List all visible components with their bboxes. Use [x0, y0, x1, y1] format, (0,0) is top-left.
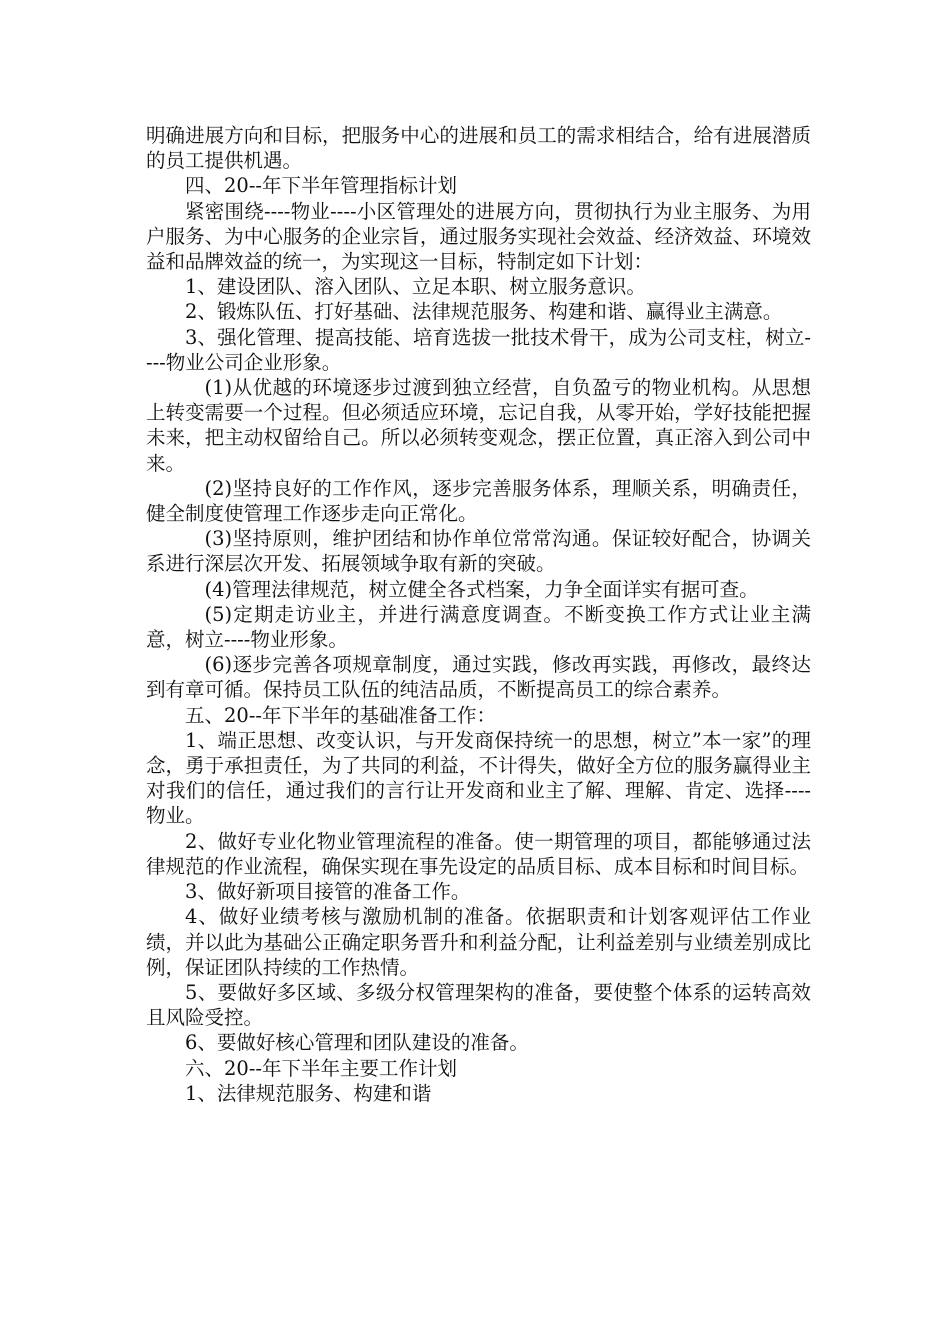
list-item: 3、做好新项目接管的准备工作。: [185, 880, 471, 904]
paragraph: 明确进展方向和目标，把服务中心的进展和员工的需求相结合，给有进展潜质的员工提供机遇。: [146, 124, 811, 173]
sub-list-item: (5)定期走访业主，并进行满意度调查。不断变换工作方式让业主满意，树立----物业形象。: [146, 602, 811, 652]
document-body: [146, 123, 811, 1106]
section-heading: 五、20--年下半年的基础准备工作：: [185, 703, 496, 727]
list-item: 3、强化管理、提高技能、培育选拔一批技术骨干，成为公司支柱，树立----物业公司企业形象。: [146, 325, 811, 374]
sub-list-item: (2)坚持良好的工作作风，逐步完善服务体系，理顺关系，明确责任，健全制度使管理工作逐步走向正常化。: [146, 476, 811, 526]
sub-list-item: (3)坚持原则，维护团结和协作单位常常沟通。保证较好配合，协调关系进行深层次开发、拓展领域争取有新的突破。: [146, 527, 811, 576]
section-heading: 四、20--年下半年管理指标计划: [185, 174, 457, 198]
list-item: 2、锻炼队伍、打好基础、法律规范服务、构建和谐、赢得业主满意。: [185, 300, 783, 324]
list-item: 1、建设团队、溶入团队、立足本职、树立服务意识。: [185, 275, 646, 299]
list-item: 2、做好专业化物业管理流程的准备。使一期管理的项目，都能够通过法律规范的作业流程，确保实现在事先设定的品质目标、成本目标和时间目标。: [146, 829, 811, 878]
section-heading: 六、20--年下半年主要工作计划: [185, 1056, 457, 1080]
list-item: 6、要做好核心管理和团队建设的准备。: [185, 1031, 529, 1055]
list-item: 4、做好业绩考核与激励机制的准备。依据职责和计划客观评估工作业绩，并以此为基础公正确定职务晋升和利益分配，让利益差别与业绩差别成比例，保证团队持续的工作热情。: [146, 905, 811, 979]
list-item: 1、法律规范服务、构建和谐: [185, 1081, 432, 1105]
list-item: 5、要做好多区域、多级分权管理架构的准备，要使整个体系的运转高效且风险受控。: [146, 980, 811, 1030]
sub-list-item: (1)从优越的环境逐步过渡到独立经营，自负盈亏的物业机构。从思想上转变需要一个过程。但必须适应环境，忘记自我，从零开始，学好技能把握未来，把主动权留给自己。所以必须转变观念，摆正位置，真正溶入到公司中来。: [146, 376, 811, 475]
paragraph: 紧密围绕----物业----小区管理处的进展方向，贯彻执行为业主服务、为用户服务、为中心服务的企业宗旨，通过服务实现社会效益、经济效益、环境效益和品牌效益的统一，为实现这一目标，特制定如下计划：: [146, 199, 811, 274]
sub-list-item: (4)管理法律规范，树立健全各式档案，力争全面详实有据可查。: [204, 577, 759, 601]
sub-list-item: (6)逐步完善各项规章制度，通过实践，修改再实践，再修改，最终达到有章可循。保持员工队伍的纯洁品质，不断提高员工的综合素养。: [146, 653, 811, 702]
list-item: 1、端正思想、改变认识，与开发商保持统一的思想，树立”本一家”的理念，勇于承担责任，为了共同的利益，不计得失，做好全方位的服务赢得业主对我们的信任，通过我们的言行让开发商和业主了解、理解、肯定、选择----物业。: [146, 728, 811, 828]
